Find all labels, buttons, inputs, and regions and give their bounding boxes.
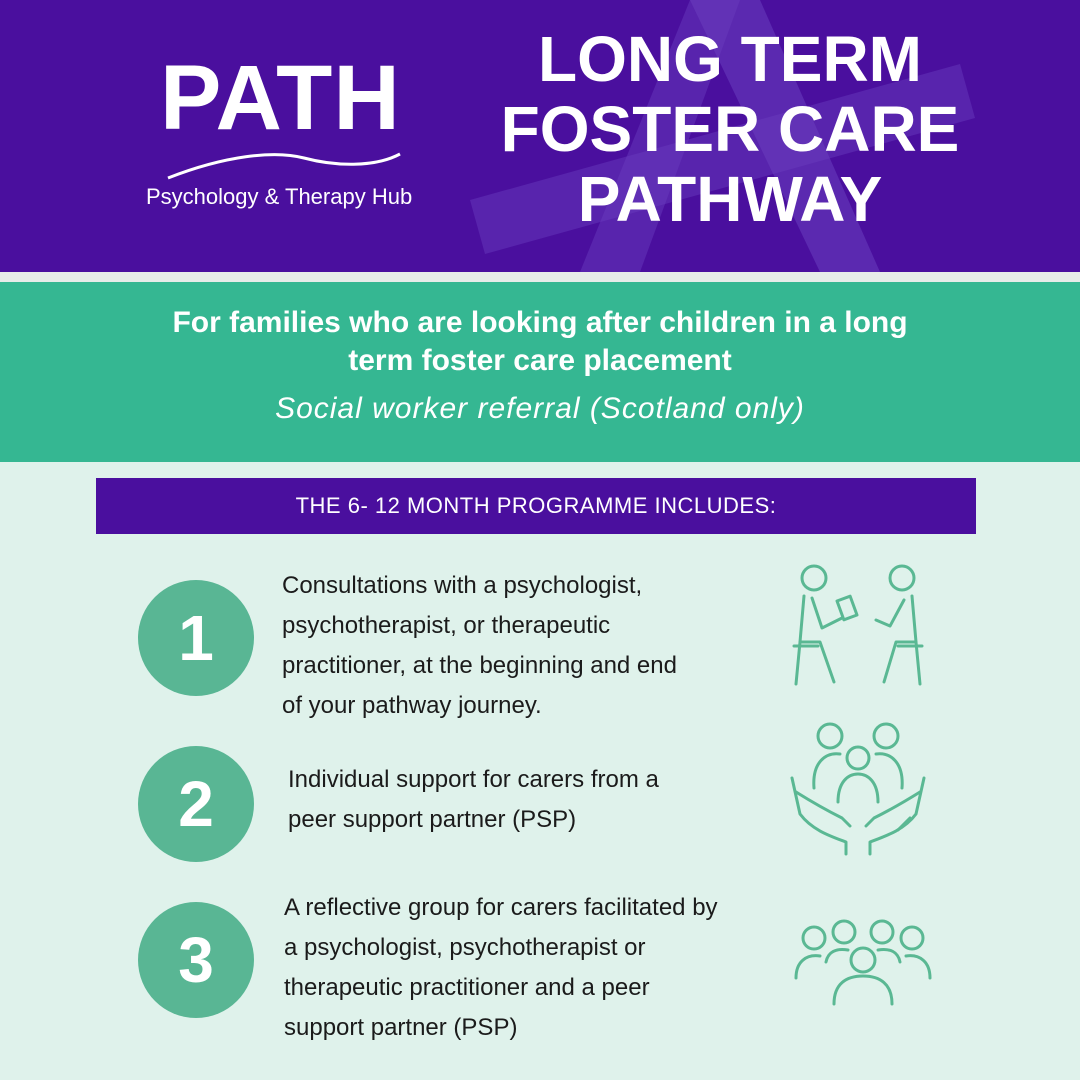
step-number-circle: 2	[138, 746, 254, 862]
intro-line: For families who are looking after children in a long	[172, 306, 908, 339]
group-icon	[792, 912, 934, 1012]
consultation-icon	[790, 562, 924, 688]
step-description	[282, 566, 677, 726]
title-line: PATHWAY	[577, 163, 883, 235]
family-support-icon	[786, 718, 930, 856]
step-description	[288, 760, 659, 840]
step-number-circle: 3	[138, 902, 254, 1018]
step-line: therapeutic practitioner and a peer	[284, 974, 650, 1001]
referral-note: Social worker referral (Scotland only)	[275, 392, 805, 425]
step-line: practitioner, at the beginning and end	[282, 652, 677, 679]
logo-swoosh-icon	[164, 148, 404, 182]
path-logo: PATH	[160, 47, 401, 149]
header-banner	[0, 0, 1080, 272]
title-line: FOSTER CARE	[500, 93, 960, 165]
intro-band	[0, 282, 1080, 462]
step-line: peer support partner (PSP)	[288, 806, 577, 833]
page-title	[480, 24, 980, 234]
step-line: a psychologist, psychotherapist or	[284, 934, 646, 961]
step-description	[284, 888, 718, 1048]
title-line: LONG TERM	[538, 23, 922, 95]
step-number-circle: 1	[138, 580, 254, 696]
logo-subtitle: Psychology & Therapy Hub	[146, 184, 413, 209]
divider	[0, 272, 1080, 282]
step-line: of your pathway journey.	[282, 692, 542, 719]
intro-text	[0, 304, 1080, 380]
programme-heading: THE 6- 12 MONTH PROGRAMME INCLUDES:	[96, 478, 976, 534]
step-line: Consultations with a psychologist,	[282, 572, 643, 599]
step-line: support partner (PSP)	[284, 1014, 518, 1041]
step-line: A reflective group for carers facilitated by	[284, 894, 718, 921]
step-line: psychotherapist, or therapeutic	[282, 612, 611, 639]
intro-line: term foster care placement	[348, 344, 732, 377]
step-line: Individual support for carers from a	[288, 766, 659, 793]
